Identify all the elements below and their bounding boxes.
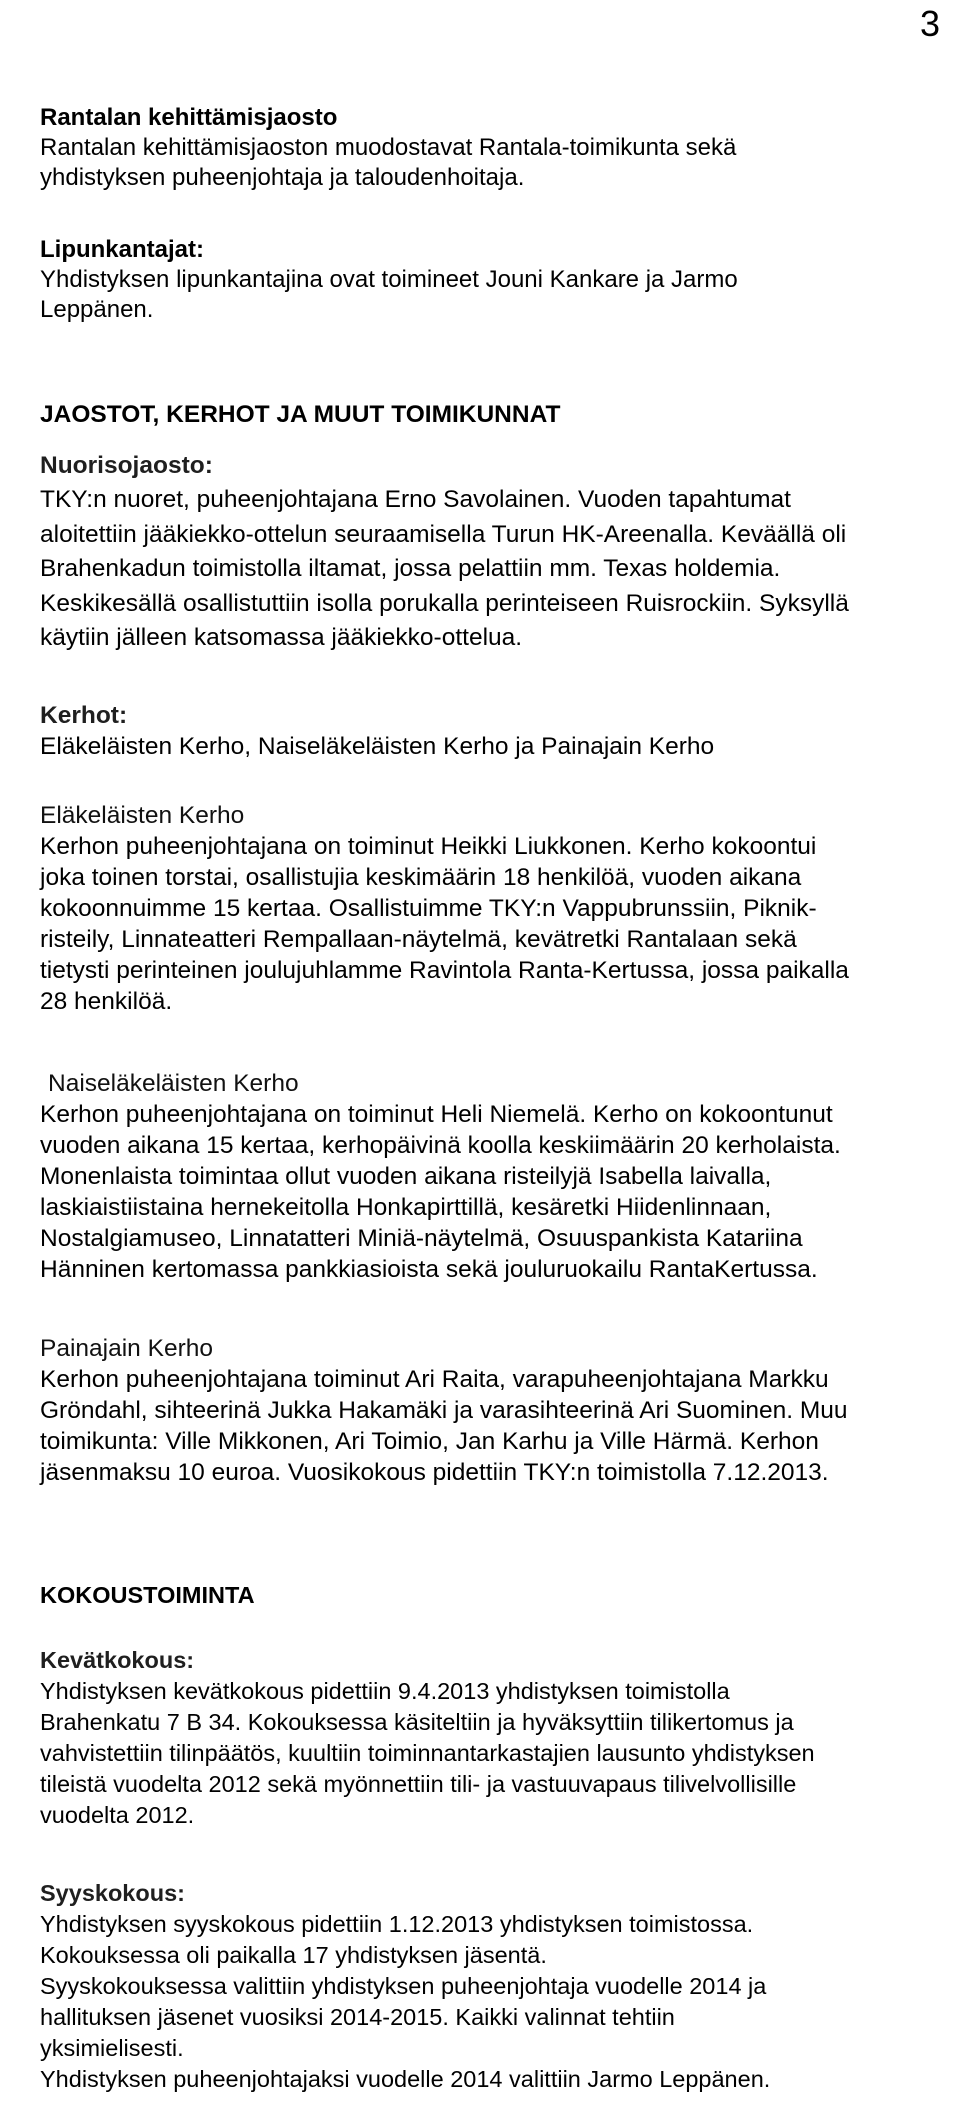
naiselakelaisten-line: Monenlaista toimintaa ollut vuoden aikana risteilyjä Isabella laivalla, <box>40 1163 772 1190</box>
jaostot-section <box>40 398 849 656</box>
nuorisojaosto-line: Keskikesällä osallistuttiin isolla porukalla perinteiseen Ruisrockiin. Syksyllä <box>40 589 849 617</box>
rantala-line: yhdistyksen puheenjohtaja ja taloudenhoitaja. <box>40 164 525 191</box>
painajain-line: Gröndahl, sihteerinä Jukka Hakamäki ja varasihteerinä Ari Suominen. Muu <box>40 1397 848 1424</box>
naiselakelaisten-line: vuoden aikana 15 kertaa, kerhopäivinä koolla keskiimäärin 20 kerholaista. <box>40 1132 841 1159</box>
elakelaisten-kerho-heading: Eläkeläisten Kerho <box>40 802 245 829</box>
painajain-kerho-heading: Painajain Kerho <box>40 1335 213 1362</box>
kevatkokous-line: Yhdistyksen kevätkokous pidettiin 9.4.2013 yhdistyksen toimistolla <box>40 1678 730 1704</box>
kevatkokous-line: Brahenkatu 7 B 34. Kokouksessa käsiteltiin ja hyväksyttiin tilikertomus ja <box>40 1709 794 1735</box>
syyskokous-line: Yhdistyksen puheenjohtajaksi vuodelle 2014 valittiin Jarmo Leppänen. <box>40 2066 771 2092</box>
syyskokous-line: Yhdistyksen syyskokous pidettiin 1.12.2013 yhdistyksen toimistossa. <box>40 1911 754 1937</box>
naiselakelaisten-kerho-section <box>40 1068 841 1285</box>
elakelaisten-line: risteily, Linnateatteri Rempallaan-näytelmä, kevätretki Rantalaan sekä <box>40 926 797 953</box>
kevatkokous-heading: Kevätkokous: <box>40 1647 195 1673</box>
syyskokous-line: hallituksen jäsenet vuosiksi 2014-2015. Kaikki valinnat tehtiin <box>40 2004 675 2030</box>
elakelaisten-line: Kerhon puheenjohtajana on toiminut Heikki Liukkonen. Kerho kokoontui <box>40 833 817 860</box>
rantala-section <box>40 103 736 193</box>
lipunkantajat-heading: Lipunkantajat: <box>40 236 205 263</box>
rantala-line: Rantalan kehittämisjaoston muodostavat Rantala-toimikunta sekä <box>40 134 737 161</box>
nuorisojaosto-heading: Nuorisojaosto: <box>40 451 213 479</box>
kevatkokous-line: tileistä vuodelta 2012 sekä myönnettiin tili- ja vastuuvapaus tilivelvollisille <box>40 1771 797 1797</box>
kevatkokous-line: vahvistettiin tilinpäätös, kuultiin toiminnantarkastajien lausunto yhdistyksen <box>40 1740 815 1766</box>
naiselakelaisten-line: Nostalgiamuseo, Linnatatteri Miniä-näytelmä, Osuuspankista Katariina <box>40 1225 803 1252</box>
lipunkantajat-line: Yhdistyksen lipunkantajina ovat toimineet Jouni Kankare ja Jarmo <box>40 266 738 293</box>
naiselakelaisten-line: Kerhon puheenjohtajana on toiminut Heli Niemelä. Kerho on kokoontunut <box>40 1101 833 1128</box>
elakelaisten-line: joka toinen torstai, osallistujia keskimäärin 18 henkilöä, vuoden aikana <box>40 864 802 891</box>
elakelaisten-line: tietysti perinteinen joulujuhlamme Ravintola Ranta-Kertussa, jossa paikalla <box>40 957 849 984</box>
painajain-line: jäsenmaksu 10 euroa. Vuosikokous pidettiin TKY:n toimistolla 7.12.2013. <box>40 1459 829 1486</box>
kokoustoiminta-section <box>40 1580 255 1611</box>
jaostot-heading: JAOSTOT, KERHOT JA MUUT TOIMIKUNNAT <box>40 401 561 428</box>
syyskokous-heading: Syyskokous: <box>40 1880 185 1906</box>
naiselakelaisten-line: Hänninen kertomassa pankkiasioista sekä jouluruokailu RantaKertussa. <box>40 1256 818 1283</box>
elakelaisten-line: 28 henkilöä. <box>40 988 173 1015</box>
syyskokous-line: yksimielisesti. <box>40 2035 184 2061</box>
page-number: 3 <box>919 3 940 44</box>
syyskokous-line: Syyskokouksessa valittiin yhdistyksen puheenjohtaja vuodelle 2014 ja <box>40 1973 767 1999</box>
lipunkantajat-line: Leppänen. <box>40 296 154 323</box>
kerhot-section <box>40 700 714 762</box>
rantala-heading: Rantalan kehittämisjaosto <box>40 104 338 131</box>
kerhot-heading: Kerhot: <box>40 702 128 729</box>
lipunkantajat-section <box>40 235 738 325</box>
kevatkokous-line: vuodelta 2012. <box>40 1802 195 1828</box>
naiselakelaisten-kerho-heading: Naiseläkeläisten Kerho <box>48 1070 299 1097</box>
elakelaisten-kerho-section <box>40 800 849 1017</box>
nuorisojaosto-line: Brahenkadun toimistolla iltamat, jossa pelattiin mm. Texas holdemia. <box>40 555 781 582</box>
nuorisojaosto-line: aloitettiin jääkiekko-ottelun seuraamisella Turun HK-Areenalla. Keväällä oli <box>40 520 847 548</box>
kerhot-list-line: Eläkeläisten Kerho, Naiseläkeläisten Kerho ja Painajain Kerho <box>40 733 715 760</box>
kokoustoiminta-heading: KOKOUSTOIMINTA <box>40 1582 255 1608</box>
syyskokous-line: Kokouksessa oli paikalla 17 yhdistyksen jäsentä. <box>40 1942 547 1968</box>
nuorisojaosto-line: käytiin jälleen katsomassa jääkiekko-ottelua. <box>40 624 523 651</box>
kevatkokous-section <box>40 1645 815 1831</box>
syyskokous-section <box>40 1878 770 2095</box>
nuorisojaosto-line: TKY:n nuoret, puheenjohtajana Erno Savolainen. Vuoden tapahtumat <box>40 486 791 513</box>
naiselakelaisten-line: laskiaistiistaina hernekeitolla Honkapirttillä, kesäretki Hiidenlinnaan, <box>40 1194 772 1221</box>
elakelaisten-line: kokoonnuimme 15 kertaa. Osallistuimme TKY:n Vappubrunssiin, Piknik- <box>40 895 817 922</box>
painajain-line: toimikunta: Ville Mikkonen, Ari Toimio, Jan Karhu ja Ville Härmä. Kerhon <box>40 1428 819 1455</box>
painajain-kerho-section <box>40 1333 848 1488</box>
painajain-line: Kerhon puheenjohtajana toiminut Ari Raita, varapuheenjohtajana Markku <box>40 1366 829 1393</box>
